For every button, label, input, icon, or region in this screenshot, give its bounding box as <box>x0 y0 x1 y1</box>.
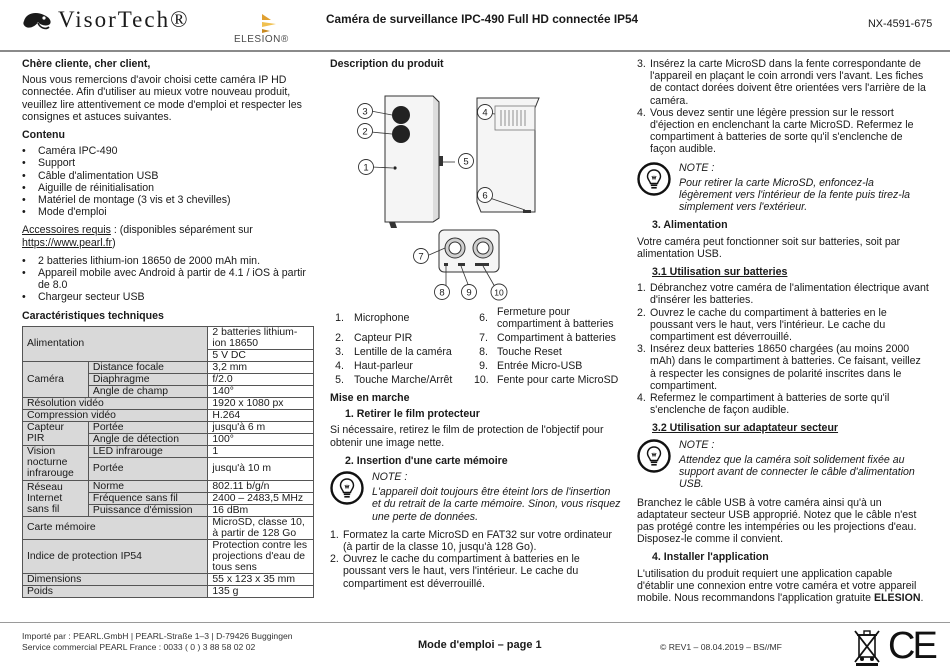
page-header <box>0 0 950 50</box>
table-row <box>23 409 314 421</box>
footer-importer <box>22 631 293 653</box>
part-number: 8. <box>479 346 488 358</box>
table-cell: Alimentation <box>23 326 208 361</box>
note-box <box>637 439 929 491</box>
list-item: • Aiguille de réinitialisation <box>22 182 314 194</box>
intro-text: Nous vous remercions d'avoir choisi cette caméra IP HD connectée. Afin d'utiliser au mieux votre nouveau produit, veuillez lire attentivement ce mode d'emploi et respecter les consignes et astuces suivantes. <box>22 74 302 123</box>
part-label: Haut-parleur <box>354 360 413 372</box>
lightbulb-icon <box>637 439 671 473</box>
part-number: 5. <box>335 374 344 386</box>
footer-divider <box>0 622 950 623</box>
table-cell: Caméra <box>23 361 89 397</box>
note-text: L'appareil doit toujours être éteint lors de l'insertion et du retrait de la carte mémoire. Sinon, vous risquez une perte de données. <box>372 486 621 523</box>
table-cell: H.264 <box>208 409 314 421</box>
lightbulb-icon <box>637 162 671 196</box>
table-cell: Portée <box>88 421 208 433</box>
table-cell: 5 V DC <box>208 349 314 361</box>
ce-mark: CE <box>888 625 935 667</box>
part-label: Compartiment à batteries <box>497 332 616 344</box>
accessoires-text <box>22 224 314 248</box>
elesion-mark-icon <box>256 12 286 34</box>
list-item-text: Refermez le compartiment à batteries de sorte qu'il s'enclenche de façon audible. <box>650 392 890 417</box>
part-label: Lentille de la caméra <box>354 346 452 358</box>
list-item <box>330 332 622 346</box>
list-item <box>330 360 622 374</box>
table-cell: 100° <box>208 433 314 445</box>
table-cell: Angle de détection <box>88 433 208 445</box>
note-title: NOTE : <box>372 471 408 484</box>
list-item: • Chargeur secteur USB <box>22 291 314 303</box>
table-cell: 16 dBm <box>208 504 314 516</box>
table-cell: jusqu'à 6 m <box>208 421 314 433</box>
table-cell: Vision nocturne infrarouge <box>23 445 89 480</box>
list-item-text: Vous devez sentir une légère pression sur le ressort d'éjection en enclenchant la carte MicroSD. Refermez le compartiment à batteries de sorte qu'il s'enclenche de façon audible. <box>650 106 914 156</box>
product-diagram <box>345 70 545 320</box>
accessoires-heading: Accessoires requis <box>22 224 111 237</box>
list-item-text: Insérez deux batteries 18650 chargées (au moins 2000 mAh) dans le compartiment à batteries. Ce faisant, veillez à respecter les consignes de polarité inscrites dans le compartiment. <box>650 343 921 392</box>
part-label: Entrée Micro-USB <box>497 360 583 372</box>
adaptateur-text: Branchez le câble USB à votre caméra ainsi qu'à un adaptateur secteur USB approprié. Notez que le câble n'est pas protégé contre les intempéries ou les projections d'eau. Disposez-le comme il convient. <box>637 496 917 546</box>
list-item: 4. Refermez le compartiment à batteries de sorte qu'il s'enclenche de façon audible. <box>637 392 890 417</box>
pearl-link[interactable]: https://www.pearl.fr <box>22 236 113 249</box>
callout-1: 1 <box>363 162 369 174</box>
table-row <box>23 573 314 585</box>
column-3 <box>637 58 929 610</box>
elesion-text: ELESION® <box>234 34 289 45</box>
header-divider <box>0 50 950 52</box>
list-item <box>330 374 622 388</box>
part-label: Touche Marche/Arrêt <box>354 374 453 386</box>
part-number: 2. <box>335 332 344 344</box>
table-cell: jusqu'à 10 m <box>208 457 314 480</box>
note-text: Attendez que la caméra soit solidement fixée au support avant de connecter le câble d'alimentation USB. <box>679 453 915 491</box>
part-number: 6. <box>479 312 488 324</box>
step2-heading: 2. Insertion d'une carte mémoire <box>345 454 508 467</box>
service-text: Service commercial PEARL France : 0033 ( 0 ) 3 88 58 02 02 <box>22 641 256 652</box>
insertion-list-cont <box>637 58 929 156</box>
part-label: Microphone <box>354 312 410 324</box>
visortech-logo <box>22 8 190 32</box>
table-row <box>23 326 314 349</box>
revision-text: © REV1 – 08.04.2019 – BS//MF <box>660 642 782 652</box>
table-row <box>23 516 314 539</box>
mise-en-marche-heading: Mise en marche <box>330 392 410 404</box>
table-cell: Dimensions <box>23 573 208 585</box>
specs-table <box>22 326 314 598</box>
list-item-text: Débranchez votre caméra de l'alimentation électrique avant d'insérer les batteries. <box>650 282 929 307</box>
list-item: 1. Débranchez votre caméra de l'alimentation électrique avant d'insérer les batteries. <box>637 282 929 307</box>
accessoires-close: ) <box>112 236 116 249</box>
greeting: Chère cliente, cher client, <box>22 58 151 70</box>
list-item: • Matériel de montage (3 vis et 3 chevilles) <box>22 194 314 206</box>
list-item: • Caméra IPC-490 <box>22 145 314 157</box>
logo-text: VisorTech® <box>58 7 190 32</box>
note-box <box>330 471 622 523</box>
part-label: Fente pour carte MicroSD <box>497 374 619 386</box>
batteries-subheading: 3.1 Utilisation sur batteries <box>652 266 788 279</box>
part-label: Capteur PIR <box>354 332 413 344</box>
batteries-list <box>637 282 929 416</box>
list-item: 2. Ouvrez le cache du compartiment à batteries en le poussant vers le haut, vers l'intérieur. Le cache du compartiment est déverrouillé. <box>330 553 580 590</box>
table-cell: LED infrarouge <box>88 445 208 457</box>
list-item <box>330 346 622 360</box>
note-title: NOTE : <box>679 161 715 174</box>
table-row <box>23 480 314 492</box>
specs-heading: Caractéristiques techniques <box>22 309 164 322</box>
step1-heading: 1. Retirer le film protecteur <box>345 408 480 421</box>
adaptateur-subheading: 3.2 Utilisation sur adaptateur secteur <box>652 422 839 435</box>
table-cell: Diaphragme <box>88 373 208 385</box>
chameleon-icon <box>22 9 54 31</box>
elesion-logo <box>234 12 304 46</box>
callout-10: 10 <box>494 287 504 298</box>
table-cell: Capteur PIR <box>23 421 89 445</box>
contenu-list <box>22 145 314 218</box>
callout-3: 3 <box>362 106 368 118</box>
table-row <box>23 397 314 409</box>
callout-5: 5 <box>463 156 469 168</box>
column-2-lower <box>330 392 622 596</box>
table-cell: 135 g <box>208 585 314 597</box>
table-cell: Portée <box>88 457 208 480</box>
part-number: 7. <box>479 332 488 344</box>
list-item <box>330 306 622 332</box>
callout-7: 7 <box>418 251 424 263</box>
table-cell: 2400 – 2483,5 MHz <box>208 492 314 504</box>
product-ref: NX-4591-675 <box>868 18 933 30</box>
part-number: 10. <box>474 374 489 386</box>
callout-6: 6 <box>482 190 488 202</box>
note-title: NOTE : <box>679 438 715 451</box>
contenu-heading: Contenu <box>22 129 65 142</box>
list-item: • Mode d'emploi <box>22 206 314 218</box>
table-cell: Indice de protection IP54 <box>23 539 208 573</box>
table-cell: Protection contre les projections d'eau de tous sens <box>208 539 314 573</box>
callout-2: 2 <box>362 126 368 138</box>
column-1 <box>22 58 314 598</box>
table-cell: 55 x 123 x 35 mm <box>208 573 314 585</box>
callout-4: 4 <box>482 107 488 119</box>
list-item: 3. Insérez la carte MicroSD dans la fente correspondante de l'appareil en plaçant le coin arrondi vers l'avant. Les fiches de contact dorées doivent être orientées vers l'arrière de la caméra. <box>637 58 926 107</box>
list-item: • 2 batteries lithium-ion 18650 de 2000 mAh min. <box>22 255 314 267</box>
install-text-end: . <box>920 591 924 604</box>
install-text <box>637 568 929 605</box>
list-item: • Câble d'alimentation USB <box>22 170 314 182</box>
table-cell: 1 <box>208 445 314 457</box>
note-text: Pour retirer la carte MicroSD, enfoncez-la légèrement vers l'intérieur de la fente puis tirez-la simplement vers l'extérieur. <box>679 176 911 214</box>
table-cell: Carte mémoire <box>23 516 208 539</box>
page-number: Mode d'emploi – page 1 <box>418 639 542 651</box>
table-row <box>23 539 314 573</box>
callout-9: 9 <box>466 287 472 299</box>
table-cell: MicroSD, classe 10, à partir de 128 Go <box>208 516 314 539</box>
part-number: 1. <box>335 312 344 324</box>
table-cell: Puissance d'émission <box>88 504 208 516</box>
footer-marks <box>852 625 935 668</box>
accessoires-list <box>22 255 314 304</box>
table-cell: Norme <box>88 480 208 492</box>
alimentation-heading: 3. Alimentation <box>652 219 728 232</box>
list-item-text: Insérez la carte MicroSD dans la fente correspondante de l'appareil en plaçant le coin arrondi vers l'avant. Les fiches de contact dorées doivent être orientées vers l'arrière de la caméra. <box>650 58 926 107</box>
accessoires-rest: : (disponibles séparément sur <box>110 224 253 237</box>
lightbulb-icon <box>330 471 364 505</box>
table-cell: Poids <box>23 585 208 597</box>
list-item: 1. Formatez la carte MicroSD en FAT32 sur votre ordinateur (à partir de la classe 10, jusqu'à 128 Go). <box>330 528 612 554</box>
importer-text: Importé par : PEARL.GmbH | PEARL-Straße 1–3 | D-79426 Buggingen <box>22 631 293 641</box>
table-row <box>23 361 314 373</box>
part-number: 4. <box>335 360 344 372</box>
step1-text: Si nécessaire, retirez le film de protection de l'objectif pour obtenir une image nette. <box>330 424 604 449</box>
part-label: Fermeture pour compartiment à batteries <box>497 306 614 330</box>
note-box <box>637 162 929 214</box>
camera-front-drawing <box>385 96 443 228</box>
part-number: 3. <box>335 346 344 358</box>
elesion-app-name: ELESION <box>873 591 921 604</box>
table-cell: 3,2 mm <box>208 361 314 373</box>
list-item: 2. Ouvrez le cache du compartiment à batteries en le poussant vers le haut, vers l'intérieur. Le cache du compartiment est déverrouillé. <box>637 306 887 344</box>
part-label: Touche Reset <box>497 346 562 358</box>
table-cell: Distance focale <box>88 361 208 373</box>
table-cell: f/2.0 <box>208 373 314 385</box>
table-cell: 802.11 b/g/n <box>208 480 314 492</box>
table-cell: Résolution vidéo <box>23 397 208 409</box>
table-cell: Angle de champ <box>88 385 208 397</box>
table-cell: Réseau Internet sans fil <box>23 480 89 516</box>
page-title: Caméra de surveillance IPC-490 Full HD connectée IP54 <box>326 12 639 26</box>
table-cell: Fréquence sans fil <box>88 492 208 504</box>
list-item-text: Ouvrez le cache du compartiment à batteries en le poussant vers le haut, vers l'intérieur. Le cache du compartiment est déverrouillé. <box>343 553 580 590</box>
table-cell: 1920 x 1080 px <box>208 397 314 409</box>
list-item-text: Formatez la carte MicroSD en FAT32 sur votre ordinateur (à partir de la classe 10, jusqu'à 128 Go). <box>343 528 612 554</box>
weee-bin-icon <box>852 628 882 666</box>
alimentation-text: Votre caméra peut fonctionner soit sur batteries, soit par alimentation USB. <box>637 235 901 260</box>
table-row <box>23 421 314 433</box>
list-item: 3. Insérez deux batteries 18650 chargées (au moins 2000 mAh) dans le compartiment à batteries. Ce faisant, veillez à respecter les consignes de polarité inscrites dans le compartiment. <box>637 343 921 392</box>
table-row <box>23 445 314 457</box>
list-item: • Appareil mobile avec Android à partir de 4.1 / iOS à partir de 8.0 <box>22 267 314 291</box>
install-heading: 4. Installer l'application <box>652 551 769 564</box>
table-cell: Compression vidéo <box>23 409 208 421</box>
table-cell: 140° <box>208 385 314 397</box>
table-cell: 2 batteries lithium-ion 18650 <box>208 326 314 349</box>
list-item-text: Ouvrez le cache du compartiment à batteries en le poussant vers le haut, vers l'intérieur. Le cache du compartiment est déverrouillé. <box>650 306 887 344</box>
list-item: 4. Vous devez sentir une légère pression sur le ressort d'éjection en enclenchant la carte MicroSD. Refermez le compartiment à batteries de sorte qu'il s'enclenche de façon audible. <box>637 106 914 156</box>
part-number: 9. <box>479 360 488 372</box>
insertion-list <box>330 529 622 590</box>
battery-compartment-drawing <box>439 230 499 272</box>
description-heading: Description du produit <box>330 58 444 70</box>
callout-8: 8 <box>439 287 445 299</box>
install-text-body: L'utilisation du produit requiert une application capable d'établir une connexion entre votre caméra et votre appareil mobile. Nous recommandons l'application gratuite <box>637 567 917 604</box>
list-item: • Support <box>22 157 314 169</box>
table-row <box>23 585 314 597</box>
